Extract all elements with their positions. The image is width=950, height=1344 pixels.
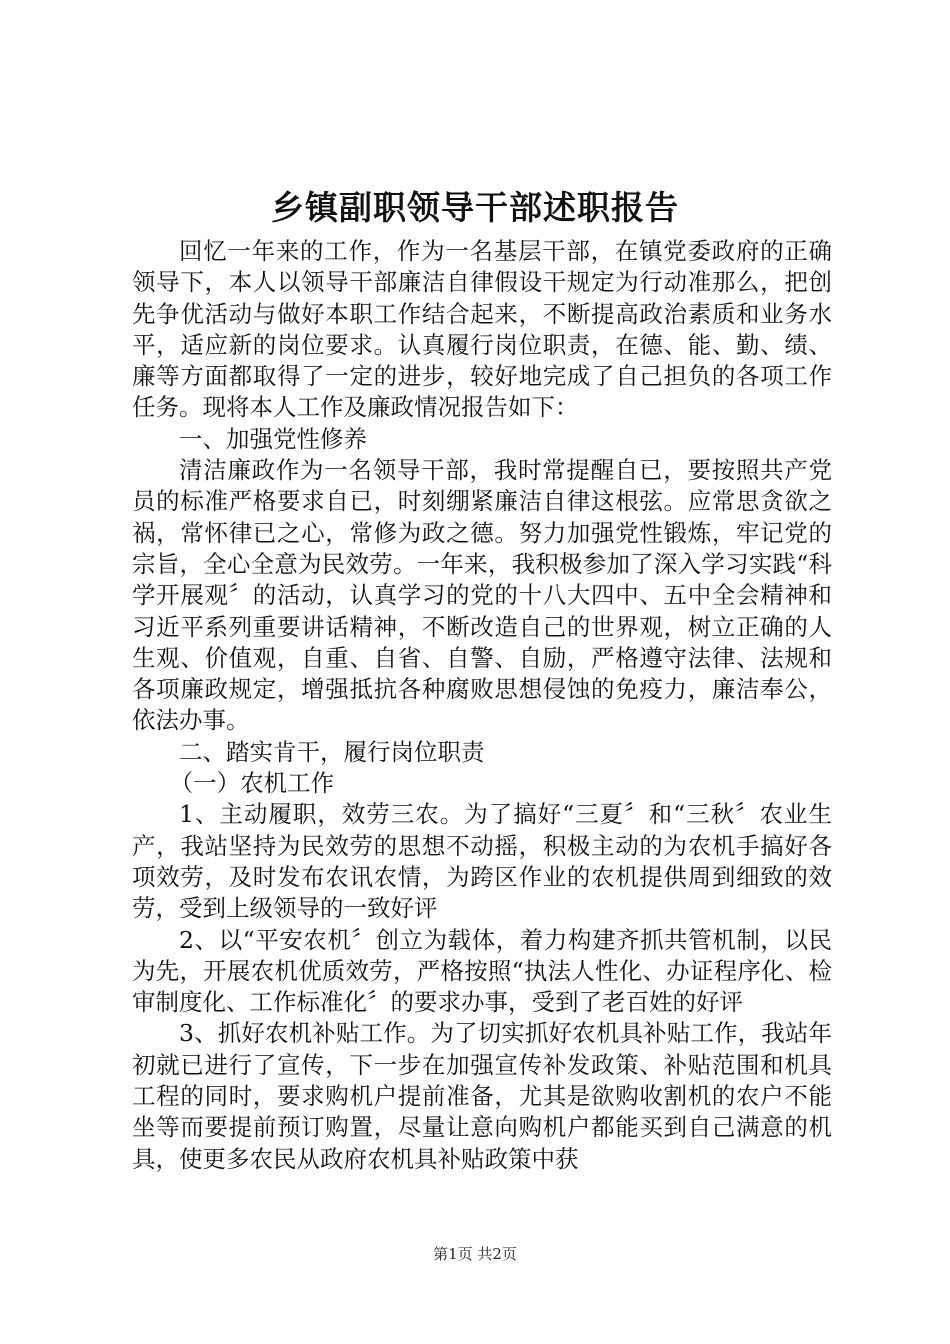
section-2-item-2: 2、以“平安农机〞创立为载体，着力构建齐抓共管机制，以民为先，开展农机优质效劳，严格按照“执法人性化、办证程序化、检审制度化、工作标准化〞的要求办事，受到了老百姓的好评 — [132, 925, 832, 1017]
section-2-item-1: 1、主动履职，效劳三农。为了搞好“三夏〞和“三秋〞农业生产，我站坚持为民效劳的思想不动摇，积极主动的为农机手搞好各项效劳，及时发布农讯农情，为跨区作业的农机提供周到细致的效劳，受到上级领导的一致好评 — [132, 800, 832, 923]
section-1-heading: 一、加强党性修养 — [179, 424, 367, 453]
page-footer: 第1页 共2页 — [433, 1245, 517, 1263]
document-body — [132, 236, 832, 1175]
section-2-item-3: 3、抓好农机补贴工作。为了切实抓好农机具补贴工作，我站年初就已进行了宣传，下一步在加强宣传补发政策、补贴范围和机具工程的同时，要求购机户提前准备，尤其是欲购收割机的农户不能坐等而要提前预订购置，尽量让意向购机户都能买到自己满意的机具，使更多农民从政府农机具补贴政策中获 — [132, 1019, 832, 1173]
section-2-heading: 二、踏实肯干，履行岗位职责 — [179, 737, 485, 766]
intro-paragraph: 回忆一年来的工作，作为一名基层干部，在镇党委政府的正确领导下，本人以领导干部廉洁自律假设干规定为行动准那么，把创先争优活动与做好本职工作结合起来，不断提高政治素质和业务水平，适应新的岗位要求。认真履行岗位职责，在德、能、勤、绩、廉等方面都取得了一定的进步，较好地完成了自己担负的各项工作任务。现将本人工作及廉政情况报告如下： — [132, 237, 832, 422]
document-title: 乡镇副职领导干部述职报告 — [271, 188, 679, 227]
section-2-subheading: （一）农机工作 — [169, 769, 335, 798]
section-1-paragraph: 清洁廉政作为一名领导干部，我时常提醒自已，要按照共产党员的标准严格要求自已，时刻绷紧廉洁自律这根弦。应常思贪欲之祸，常怀律已之心，常修为政之德。努力加强党性锻炼，牢记党的宗旨，全心全意为民效劳。一年来，我积极参加了深入学习实践“科学开展观〞的活动，认真学习的党的十八大四中、五中全会精神和习近平系列重要讲话精神，不断改造自己的世界观，树立正确的人生观、价值观，自重、自省、自警、自励，严格遵守法律、法规和各项廉政规定，增强抵抗各种腐败思想侵蚀的免疫力，廉洁奉公，依法办事。 — [132, 456, 832, 735]
